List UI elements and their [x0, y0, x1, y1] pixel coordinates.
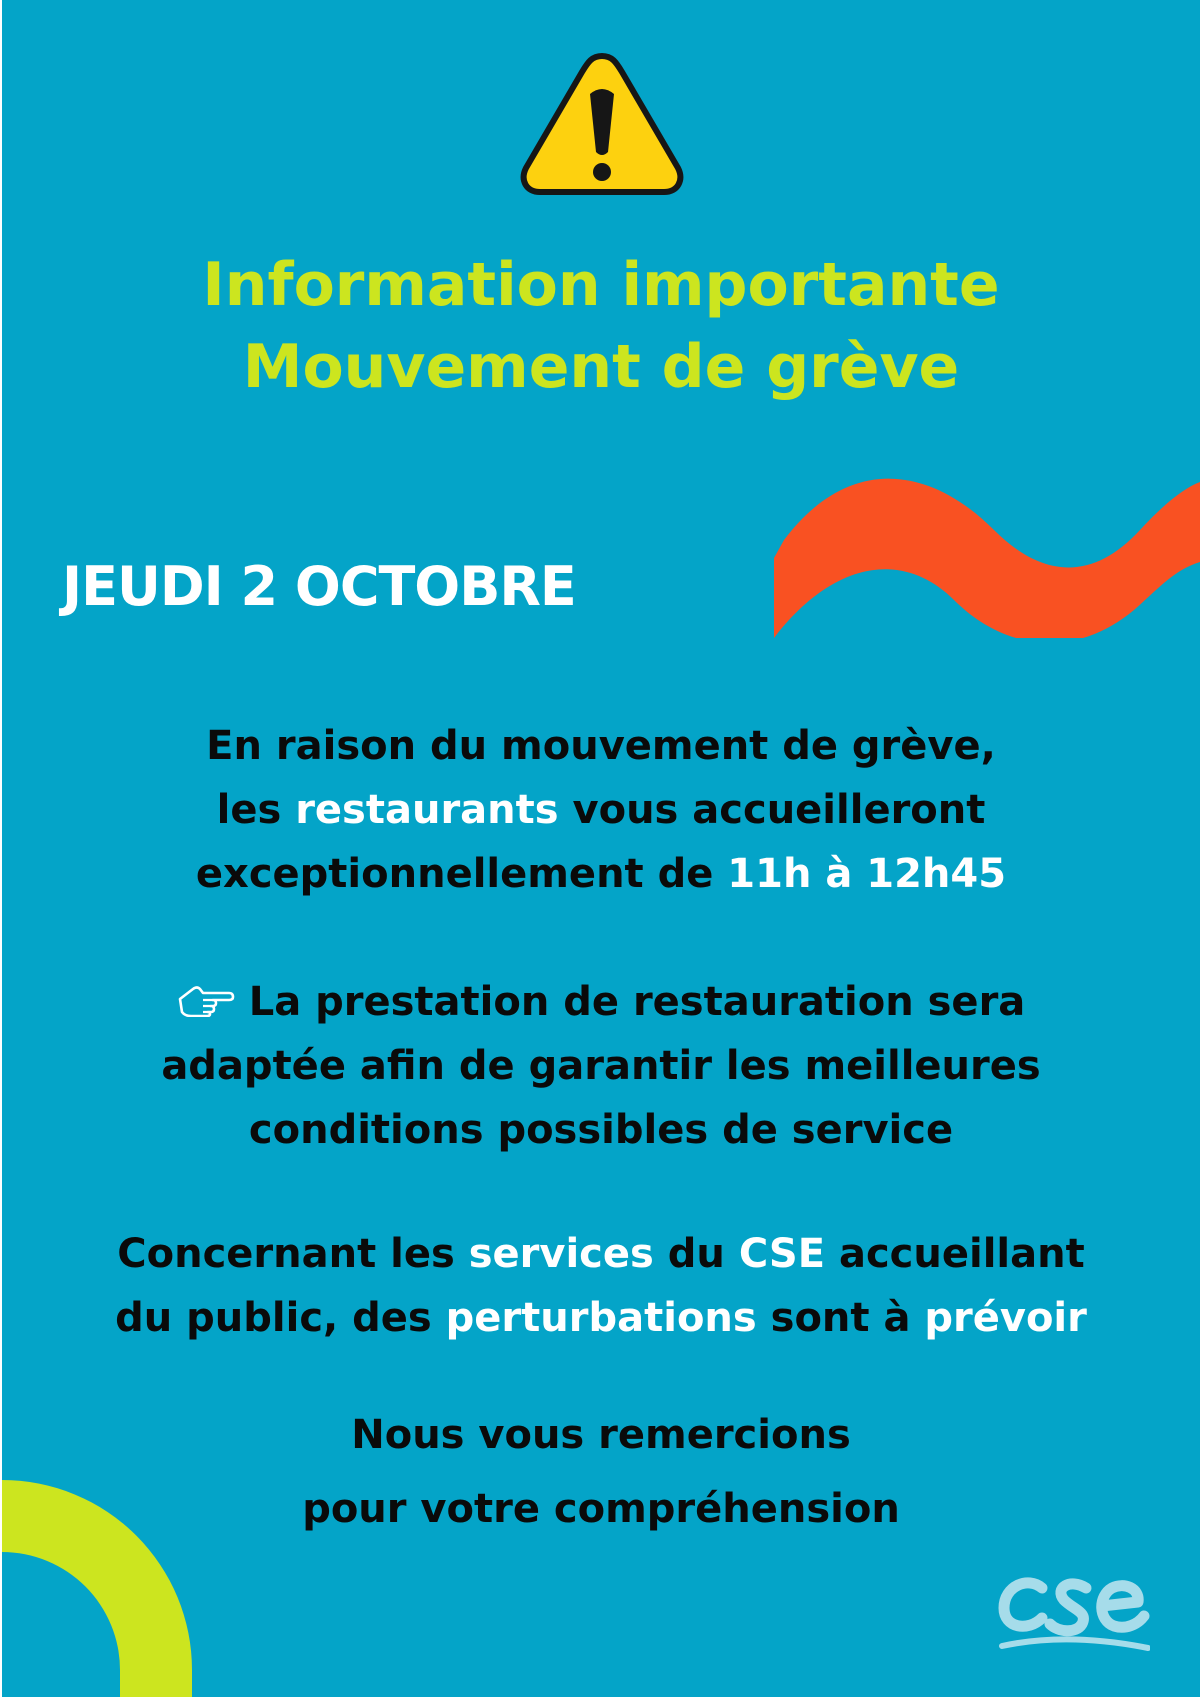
- highlight-services: services: [468, 1231, 654, 1277]
- headline-line-2: Mouvement de grève: [242, 332, 960, 402]
- text: exceptionnellement de: [195, 851, 728, 897]
- paragraph-service: [2, 970, 1200, 1162]
- warning-triangle-icon: [518, 48, 686, 200]
- pointing-hand-icon: [177, 983, 235, 1017]
- text: les: [216, 787, 296, 833]
- paragraph-line: conditions possibles de service: [248, 1107, 954, 1153]
- poster: [2, 0, 1200, 1697]
- paragraph-line: [2, 1286, 1200, 1350]
- headline: [2, 244, 1200, 408]
- paragraph-line: Nous vous remercions: [351, 1412, 851, 1458]
- cse-logo: [998, 1558, 1150, 1654]
- paragraph-opening-hours: [2, 714, 1200, 906]
- text: La prestation de restauration sera: [248, 979, 1026, 1025]
- paragraph-line: pour votre compréhension: [302, 1486, 900, 1532]
- highlight-perturbations: perturbations: [445, 1295, 757, 1341]
- text: accueillant: [825, 1231, 1085, 1277]
- highlight-restaurants: restaurants: [295, 787, 559, 833]
- paragraph-line: [2, 1222, 1200, 1286]
- paragraph-cse-services: [2, 1222, 1200, 1350]
- text: Concernant les: [117, 1231, 469, 1277]
- paragraph-line: [2, 970, 1200, 1034]
- highlight-hours: 11h à 12h45: [727, 851, 1007, 897]
- text: du public, des: [115, 1295, 446, 1341]
- paragraph-line: adaptée afin de garantir les meilleures: [161, 1043, 1041, 1089]
- paragraph-line: [2, 842, 1200, 906]
- decorative-wave: [774, 470, 1200, 638]
- text: vous accueilleront: [558, 787, 986, 833]
- headline-line-1: Information importante: [202, 250, 1000, 320]
- paragraph-line: [2, 714, 1200, 778]
- text: sont à: [756, 1295, 925, 1341]
- paragraph-line: [2, 778, 1200, 842]
- highlight-cse: CSE: [738, 1231, 826, 1277]
- highlight-prevoir: prévoir: [924, 1295, 1087, 1341]
- decorative-arc: [2, 1480, 202, 1697]
- text: du: [653, 1231, 739, 1277]
- text: En raison du mouvement de grève,: [206, 723, 996, 769]
- date-heading: JEUDI 2 OCTOBRE: [62, 555, 576, 618]
